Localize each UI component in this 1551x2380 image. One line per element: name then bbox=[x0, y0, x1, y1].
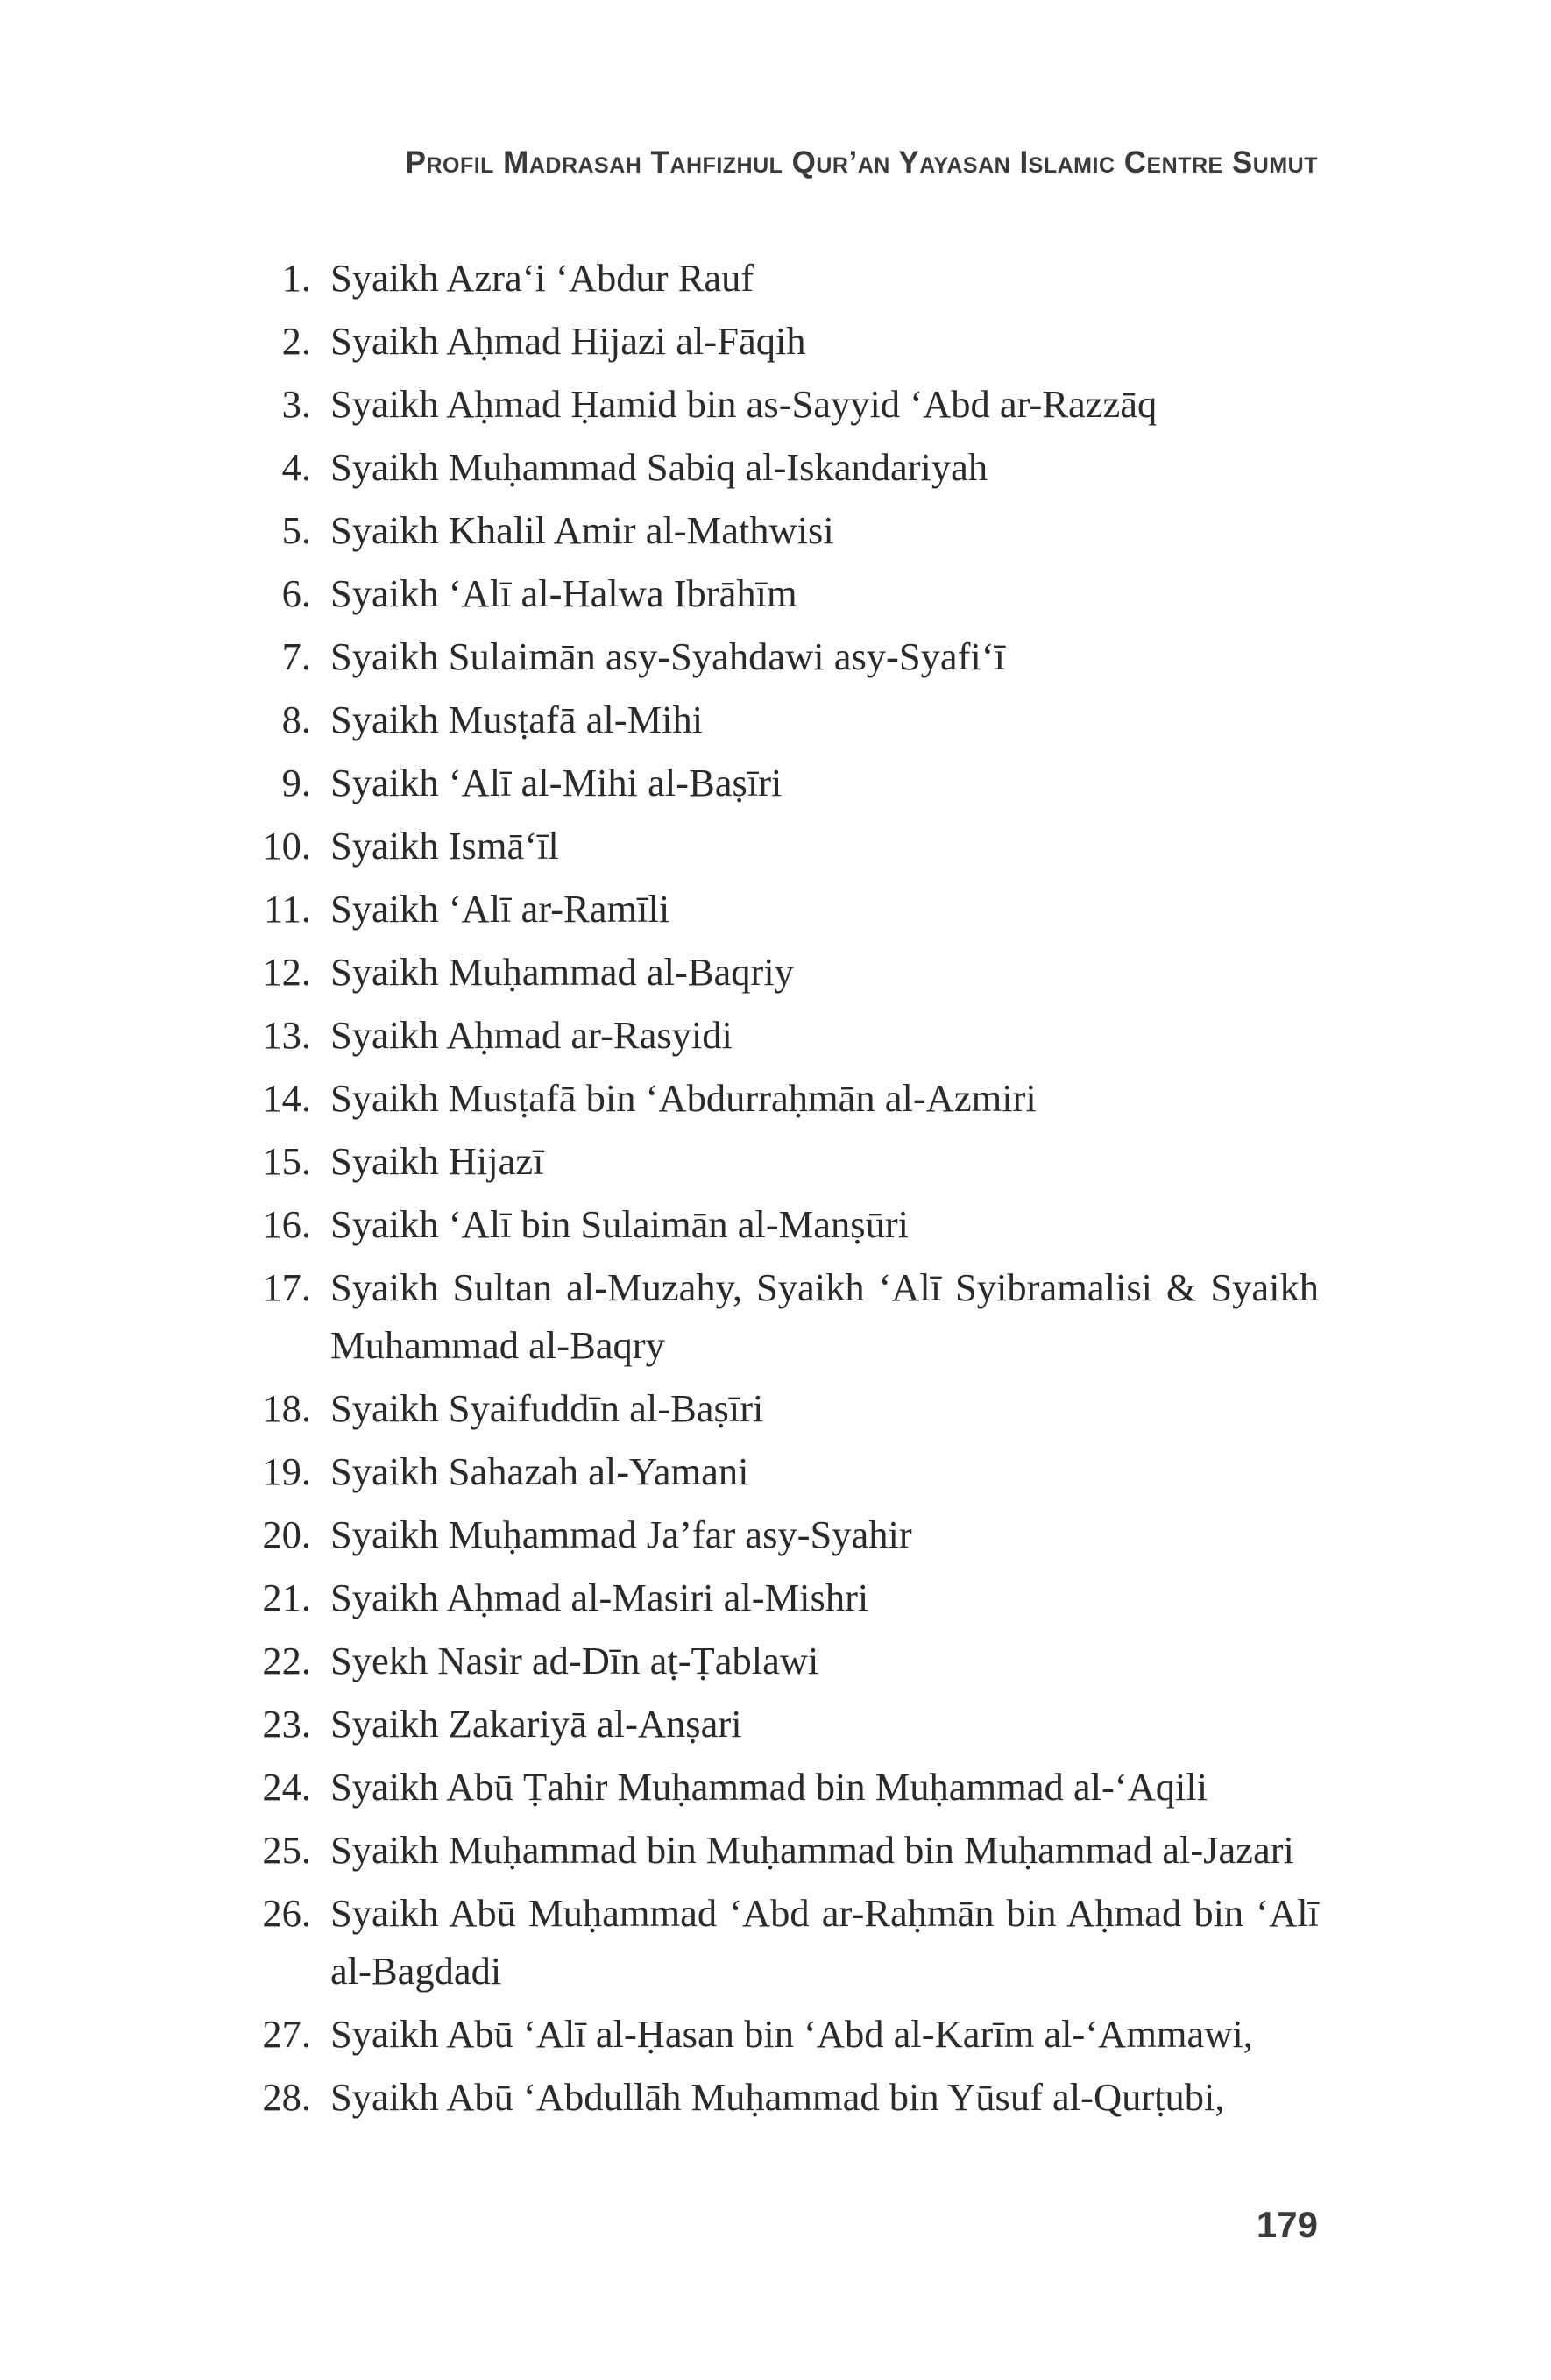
teacher-list bbox=[232, 249, 1319, 2131]
list-item bbox=[232, 1884, 1319, 2000]
list-item-text: Syaikh Muḥammad Sabiq al-Iskandariyah bbox=[330, 445, 988, 489]
list-item bbox=[232, 501, 1319, 559]
list-item-number: 26. bbox=[262, 1891, 311, 1935]
list-item bbox=[232, 627, 1319, 685]
list-item-text: Syaikh Muḥammad al-Baqriy bbox=[330, 950, 794, 994]
list-item bbox=[232, 564, 1319, 622]
list-item bbox=[232, 375, 1319, 433]
list-item-text: Syaikh Ismā‘īl bbox=[330, 824, 559, 868]
list-item-text: Syaikh Abū Muḥammad ‘Abd ar-Raḥmān bin Aḥmad bin ‘Alī al-Bagdadi bbox=[330, 1891, 1319, 1993]
list-item bbox=[232, 1069, 1319, 1127]
page-number: 179 bbox=[1256, 2204, 1318, 2245]
list-item-number: 5. bbox=[281, 508, 311, 552]
list-item-text: Syaikh Abū Ṭahir Muḥammad bin Muḥammad al-‘Aqili bbox=[330, 1765, 1208, 1809]
list-item-text: Syekh Nasir ad-Dīn aṭ-Ṭablawi bbox=[330, 1639, 819, 1682]
list-item-number: 10. bbox=[262, 824, 311, 868]
list-item-number: 11. bbox=[264, 887, 311, 931]
list-item-text: Syaikh Hijazī bbox=[330, 1139, 544, 1183]
list-item-number: 21. bbox=[262, 1576, 311, 1619]
list-item bbox=[232, 2068, 1319, 2126]
list-item-number: 23. bbox=[262, 1702, 311, 1746]
list-item bbox=[232, 1758, 1319, 1816]
list-item bbox=[232, 691, 1319, 748]
list-item-text: Syaikh Sulaimān asy-Syahdawi asy-Syafi‘ī bbox=[330, 634, 1005, 678]
list-item-text: Syaikh Syaifuddīn al-Baṣīri bbox=[330, 1386, 764, 1430]
list-item-number: 1. bbox=[281, 256, 311, 300]
list-item bbox=[232, 438, 1319, 496]
list-item-text: Syaikh Sahazah al-Yamani bbox=[330, 1449, 749, 1493]
list-item-number: 18. bbox=[262, 1386, 311, 1430]
list-item bbox=[232, 817, 1319, 875]
list-item bbox=[232, 1006, 1319, 1064]
list-item bbox=[232, 1695, 1319, 1753]
list-item bbox=[232, 1632, 1319, 1689]
list-item-text: Syaikh Aḥmad ar-Rasyidi bbox=[330, 1013, 733, 1057]
list-item-text: Syaikh Sultan al-Muzahy, Syaikh ‘Alī Syibramalisi & Syaikh Muhammad al-Baqry bbox=[330, 1265, 1319, 1367]
list-item-number: 2. bbox=[281, 319, 311, 363]
list-item bbox=[232, 1132, 1319, 1190]
list-item-text: Syaikh Muḥammad Ja’far asy-Syahir bbox=[330, 1512, 912, 1556]
list-item bbox=[232, 1569, 1319, 1626]
list-item bbox=[232, 1195, 1319, 1253]
list-item bbox=[232, 1442, 1319, 1500]
list-item-text: Syaikh Musṭafā al-Mihi bbox=[330, 698, 704, 741]
running-header: Profil Madrasah Tahfizhul Qur’an Yayasan Islamic Centre Sumut bbox=[405, 145, 1318, 180]
list-item-number: 25. bbox=[262, 1828, 311, 1872]
list-item-number: 4. bbox=[281, 445, 311, 489]
list-item bbox=[232, 249, 1319, 307]
list-item-number: 3. bbox=[281, 382, 311, 426]
list-item bbox=[232, 943, 1319, 1001]
list-item-text: Syaikh ‘Alī al-Mihi al-Baṣīri bbox=[330, 761, 783, 804]
list-item-number: 12. bbox=[262, 950, 311, 994]
list-item-number: 20. bbox=[262, 1512, 311, 1556]
list-item-number: 28. bbox=[262, 2075, 311, 2119]
list-item-text: Syaikh ‘Alī bin Sulaimān al-Manṣūri bbox=[330, 1202, 910, 1246]
list-item-number: 24. bbox=[262, 1765, 311, 1809]
list-item-number: 8. bbox=[281, 698, 311, 741]
list-item bbox=[232, 1505, 1319, 1563]
list-item-text: Syaikh Khalil Amir al-Mathwisi bbox=[330, 508, 834, 552]
list-item bbox=[232, 754, 1319, 811]
list-item-number: 13. bbox=[262, 1013, 311, 1057]
list-item-number: 22. bbox=[262, 1639, 311, 1682]
list-item bbox=[232, 312, 1319, 370]
list-item-text: Syaikh Abū ‘Abdullāh Muḥammad bin Yūsuf al-Qurṭubi, bbox=[330, 2075, 1225, 2119]
list-item bbox=[232, 2005, 1319, 2063]
list-item-number: 27. bbox=[262, 2012, 311, 2056]
list-item-number: 9. bbox=[281, 761, 311, 804]
list-item-text: Syaikh Aḥmad al-Masiri al-Mishri bbox=[330, 1576, 869, 1619]
list-item-number: 19. bbox=[262, 1449, 311, 1493]
list-item-text: Syaikh Muḥammad bin Muḥammad bin Muḥammad al-Jazari bbox=[330, 1828, 1294, 1872]
list-item-text: Syaikh Zakariyā al-Anṣari bbox=[330, 1702, 742, 1746]
list-item-number: 7. bbox=[281, 634, 311, 678]
list-item-number: 14. bbox=[262, 1076, 311, 1120]
list-item-number: 17. bbox=[262, 1265, 311, 1309]
list-item bbox=[232, 1258, 1319, 1374]
list-item-number: 6. bbox=[281, 571, 311, 615]
list-item-text: Syaikh ‘Alī al-Halwa Ibrāhīm bbox=[330, 571, 797, 615]
list-item-text: Syaikh ‘Alī ar-Ramīli bbox=[330, 887, 670, 931]
list-item bbox=[232, 880, 1319, 938]
list-item-text: Syaikh Azra‘i ‘Abdur Rauf bbox=[330, 256, 754, 300]
list-item bbox=[232, 1379, 1319, 1437]
list-item bbox=[232, 1821, 1319, 1879]
list-item-text: Syaikh Aḥmad Ḥamid bin as-Sayyid ‘Abd ar-Razzāq bbox=[330, 382, 1158, 426]
list-item-text: Syaikh Abū ‘Alī al-Ḥasan bin ‘Abd al-Karīm al-‘Ammawi, bbox=[330, 2012, 1253, 2056]
list-item-text: Syaikh Musṭafā bin ‘Abdurraḥmān al-Azmiri bbox=[330, 1076, 1037, 1120]
list-item-number: 15. bbox=[262, 1139, 311, 1183]
list-item-text: Syaikh Aḥmad Hijazi al-Fāqih bbox=[330, 319, 806, 363]
list-item-number: 16. bbox=[262, 1202, 311, 1246]
